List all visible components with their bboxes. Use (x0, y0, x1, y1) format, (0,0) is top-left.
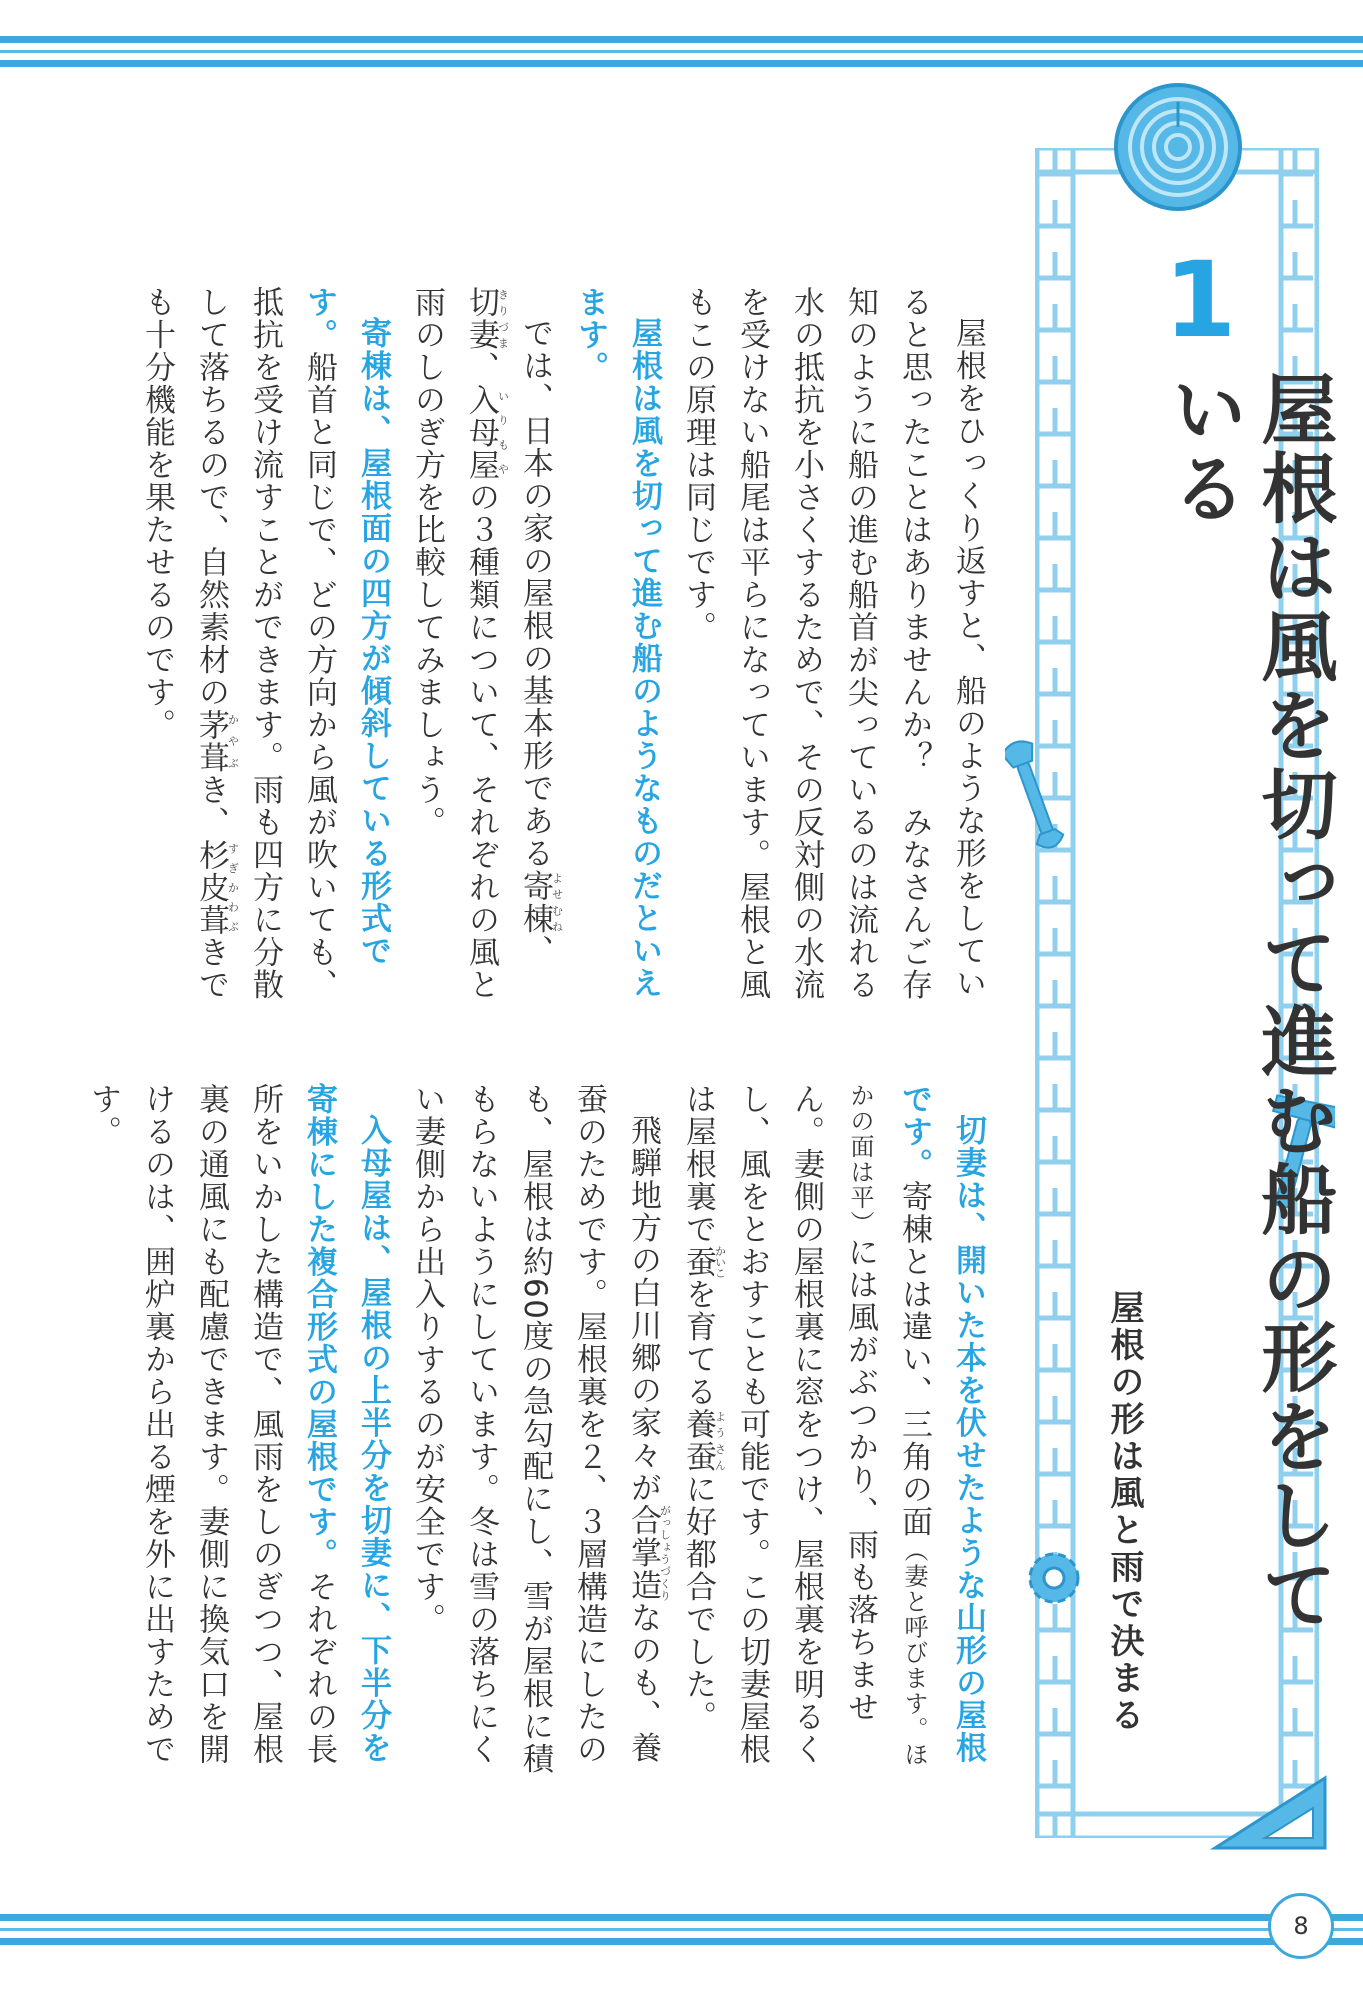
ruby-irimoya: 入母屋いりもや (463, 383, 510, 481)
paragraph: 入母屋は、屋根の上半分を切妻に、下半分を寄棟にした複合形式の屋根です。それぞれの長所をいかした構造で、風雨をしのぎつつ、屋根裏の通風にも配慮できます。妻側に換気口を開けるのは、囲炉裏から出る煙を外に出すためです。 (85, 1083, 391, 1766)
paragraph: 切妻は、開いた本を伏せたような山形の屋根です。寄棟とは違い、三角の面（妻と呼びます。ほかの面は平）には風がぶつかり、雨も落ちません。妻側の屋根裏に窓をつけ、屋根裏を明るくし、風をとおすことも可能です。この切妻屋根は屋根裏で蚕かいこを育てる養蚕ようさんに好都合でした。 (680, 1083, 986, 1768)
ruby-kaya: 茅葺かやぶ (193, 708, 240, 774)
gear-icon (1019, 1543, 1089, 1613)
ruby-gassho: 合掌造がっしょうづくり (625, 1504, 672, 1602)
page-number: 8 (1268, 1893, 1334, 1959)
chapter-title: 屋根は風を切って進む船の形をしている (1159, 370, 1338, 1634)
bottom-border-rules (0, 1914, 1363, 1952)
ruby-sugikawa: 杉皮葺すぎかわぶ (193, 838, 240, 936)
wrench-icon (1005, 738, 1065, 858)
paragraph: 飛騨地方の白川郷の家々が合掌造がっしょうづくりなのも、養蚕のためです。屋根裏を２、３層構造にしたのも、屋根は約60度の急勾配にし、雪が屋根に積もらないようにしています。冬は雪の落ちにくい妻側から出入りするのが安全です。 (409, 1083, 672, 1776)
paragraph: 寄棟は、屋根面の四方が傾斜している形式です。船首と同じで、どの方向から風が吹いても、抵抗を受け流すことができます。雨も四方に分散して落ちるので、自然素材の茅葺かやぶき、杉皮葺すぎかわぶきでも十分機能を果たせるのです。 (139, 286, 391, 1001)
ruby-kirizuma: 切妻きりづま (463, 286, 510, 351)
ruby-kaiko: 蚕かいこ (680, 1245, 727, 1279)
ruby-yosan: 養蚕ようさん (680, 1408, 727, 1473)
highlight-paragraph: 屋根は風を切って進む船のようなものだといえます。 (572, 286, 662, 1000)
ruby-yosemune: 寄棟よせむね (517, 869, 564, 935)
paragraph: では、日本の家の屋根の基本形である寄棟よせむね、切妻きりづま、入母屋いりもやの３種類について、それぞれの風と雨のしのぎ方を比較してみましょう。 (409, 286, 564, 1001)
upper-text-block (139, 286, 995, 1006)
lower-text-block (85, 1083, 995, 1783)
paragraph: 屋根をひっくり返すと、船のような形をしていると思ったことはありませんか？ みなさんご存知のように船の進む船首が尖っているのは流れる水の抵抗を小さくするためで、その反対側の水流を受けない船尾は平らになっています。屋根と風もこの原理は同じです。 (680, 286, 986, 1001)
wood-log-icon (1113, 82, 1243, 212)
chapter-subtitle: 屋根の形は風と雨で決まる (1104, 1290, 1144, 1734)
chapter-number: 1 (1163, 239, 1237, 361)
top-border-rules (0, 36, 1363, 74)
triangle-ruler-icon (1205, 1768, 1335, 1858)
